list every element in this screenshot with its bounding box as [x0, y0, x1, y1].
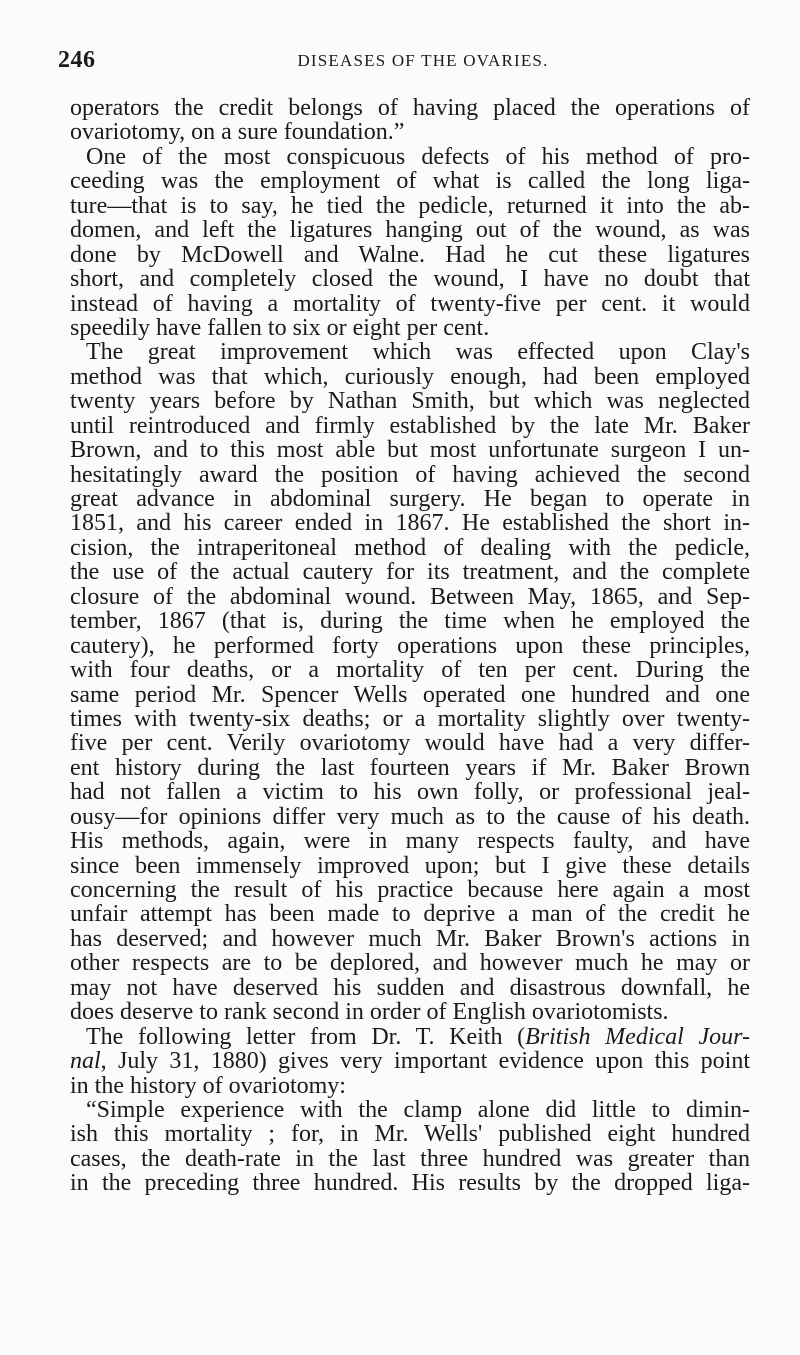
text-line: does deserve to rank second in order of English ovariotomists.: [70, 999, 669, 1026]
quotation-start-line: “Simple experience with the clamp alone did little to dimin-: [86, 1096, 750, 1123]
text-line: ousy—for opinions differ very much as to the cause of his death.: [70, 803, 750, 830]
text-line: in the preceding three hundred. His results by the dropped liga-: [70, 1170, 750, 1197]
text-line: since been immensely improved upon; but I give these details: [70, 852, 750, 879]
text-line: other respects are to be deplored, and however much he may or: [70, 950, 750, 977]
text-line: great advance in abdominal surgery. He began to operate in: [70, 486, 750, 512]
text-line: times with twenty-six deaths; or a mortality slightly over twenty-: [70, 705, 750, 732]
text-line: tember, 1867 (that is, during the time when he employed the: [70, 608, 750, 635]
text-line: domen, and left the ligatures hanging out of the wound, as was: [70, 217, 750, 244]
text-line: method was that which, curiously enough, had been employed: [70, 363, 750, 390]
text-line: twenty years before by Nathan Smith, but which was neglected: [70, 388, 750, 415]
text-line: ovariotomy, on a sure foundation.”: [70, 119, 405, 146]
text-line: five per cent. Verily ovariotomy would have had a very differ-: [70, 730, 750, 757]
text-line: same period Mr. Spencer Wells operated one hundred and one: [70, 681, 750, 708]
text-line: ture—that is to say, he tied the pedicle, returned it into the ab-: [70, 192, 750, 219]
body-text: [70, 96, 750, 1196]
text-line: the use of the actual cautery for its treatment, and the complete: [70, 559, 750, 586]
text-line: cautery), he performed forty operations upon these principles,: [70, 632, 750, 659]
text-line: cases, the death-rate in the last three hundred was greater than: [70, 1145, 750, 1172]
text-run: , July 31, 1880) gives very important evidence upon this point: [100, 1048, 750, 1075]
text-line: ceeding was the employment of what is called the long liga-: [70, 168, 750, 195]
text-line: 1851, and his career ended in 1867. He established the short in-: [70, 510, 750, 537]
text-run: The following letter from Dr. T. Keith (: [86, 1023, 526, 1050]
text-line: done by McDowell and Walne. Had he cut these ligatures: [70, 241, 750, 268]
text-line: [70, 1049, 750, 1073]
text-line: has deserved; and however much Mr. Baker Brown's actions in: [70, 925, 750, 952]
running-title: DISEASES OF THE OVARIES.: [297, 51, 549, 70]
text-line: had not fallen a victim to his own folly, or professional jeal-: [70, 779, 750, 806]
page-number: 246: [58, 47, 96, 73]
text-line: short, and completely closed the wound, I have no doubt that: [70, 266, 750, 293]
running-head: [58, 47, 738, 77]
paragraph-start-line: One of the most conspicuous defects of his method of pro-: [86, 143, 750, 170]
text-line: cision, the intraperitoneal method of dealing with the pedicle,: [70, 534, 750, 561]
text-line: until reintroduced and firmly established by the late Mr. Baker: [70, 412, 750, 439]
text-line: Brown, and to this most able but most unfortunate surgeon I un-: [70, 437, 750, 464]
text-line: His methods, again, were in many respects faulty, and have: [70, 828, 750, 855]
paragraph-start-line: The great improvement which was effected upon Clay's: [86, 339, 750, 366]
text-line: ent history during the last fourteen years if Mr. Baker Brown: [70, 754, 750, 781]
text-line: concerning the result of his practice because here again a most: [70, 877, 750, 903]
text-line: speedily have fallen to six or eight per cent.: [70, 314, 490, 341]
text-line: in the history of ovariotomy:: [70, 1072, 346, 1099]
text-line: with four deaths, or a mortality of ten per cent. During the: [70, 657, 750, 684]
text-line: instead of having a mortality of twenty-five per cent. it would: [70, 290, 750, 317]
text-line: unfair attempt has been made to deprive a man of the credit he: [70, 901, 750, 928]
text-line: closure of the abdominal wound. Between May, 1865, and Sep-: [70, 583, 750, 610]
paragraph-start-line: [70, 1025, 750, 1049]
text-line: ish this mortality ; for, in Mr. Wells' published eight hundred: [70, 1121, 750, 1148]
text-line: operators the credit belongs of having placed the operations of: [70, 95, 750, 121]
text-line: may not have deserved his sudden and disastrous downfall, he: [70, 974, 750, 1001]
journal-title-italic-continued: nal: [70, 1048, 101, 1075]
text-line: hesitatingly award the position of having achieved the second: [70, 461, 750, 488]
journal-title-italic: British Medical Jour-: [525, 1023, 750, 1050]
